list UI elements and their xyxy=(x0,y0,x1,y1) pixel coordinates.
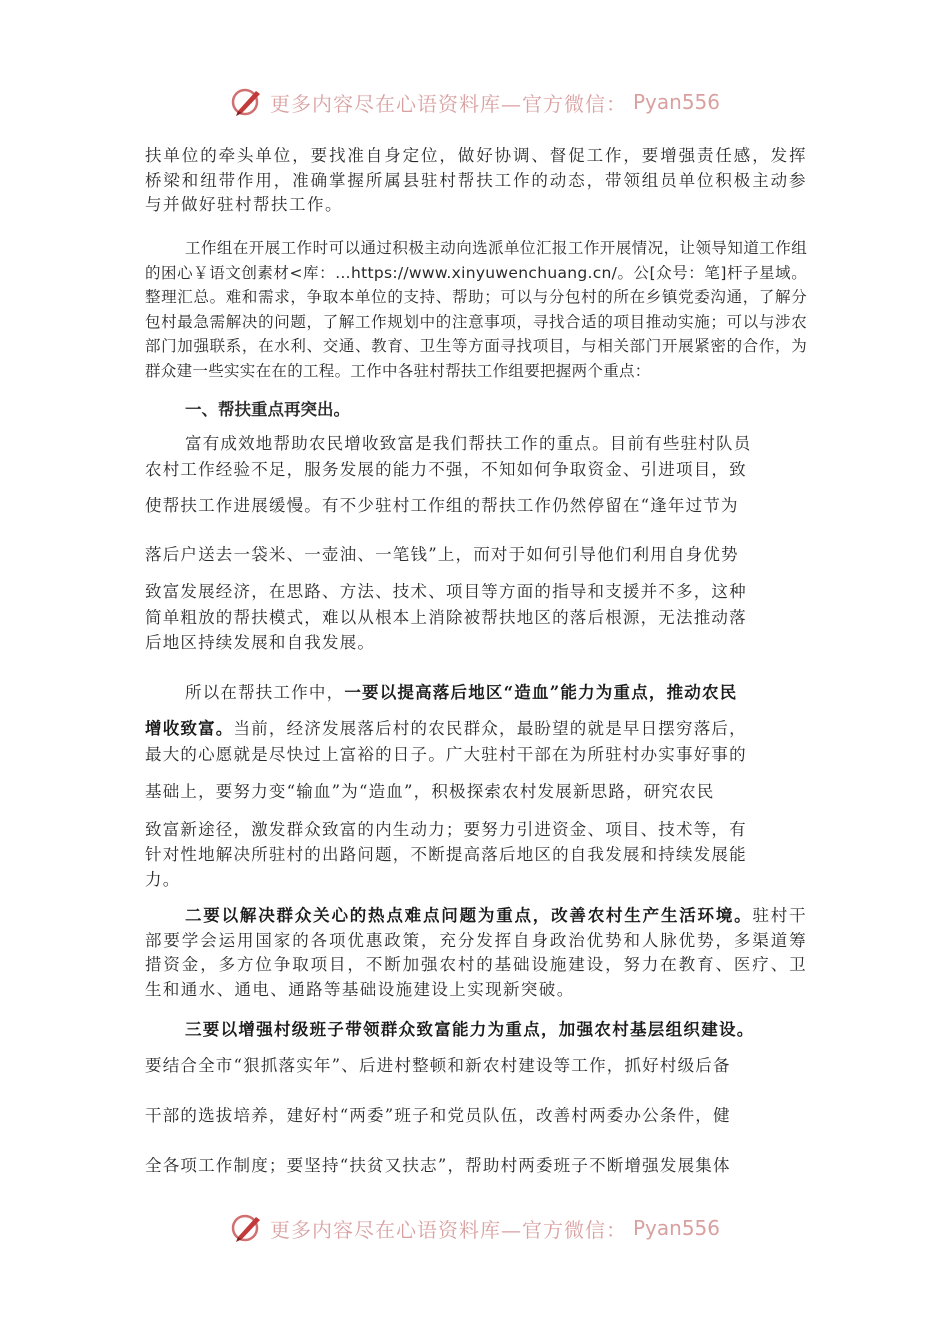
paragraph-4-text: 当前，经济发展落后村的农民群众，最盼望的就是早日摆穷落后， xyxy=(233,719,747,738)
paragraph-3-line: 农村工作经验不足，服务发展的能力不强，不知如何争取资金、引进项目，致 xyxy=(145,460,747,479)
paragraph-4-lead: 所以在帮扶工作中， xyxy=(185,683,345,702)
pen-logo-icon xyxy=(230,85,264,119)
paragraph-3-line: 落后户送去一袋米、一壶油、一笔钱”上，而对于如何引导他们利用自身优势 xyxy=(145,545,739,564)
header-banner xyxy=(0,84,950,120)
paragraph-6-bold: 三要以增强村级班子带领群众致富能力为重点，加强农村基层组织建设。 xyxy=(185,1020,755,1039)
paragraph-6-line: 干部的选拔培养，建好村“两委”班子和党员队伍，改善村两委办公条件，健 xyxy=(145,1106,731,1125)
paragraph-3-line: 富有成效地帮助农民增收致富是我们帮扶工作的重点。目前有些驻村队员 xyxy=(185,434,752,453)
paragraph-6-line: 要结合全市“狠抓落实年”、后进村整顿和新农村建设等工作，抓好村级后备 xyxy=(145,1056,731,1075)
paragraph-4-line xyxy=(185,679,807,703)
paragraph-5-bold: 二要以解决群众关心的热点难点问题为重点，改善农村生产生活环境。 xyxy=(185,906,753,925)
paragraph-3-line: 使帮扶工作进展缓慢。有不少驻村工作组的帮扶工作仍然停留在“逢年过节为 xyxy=(145,496,739,515)
paragraph-4-line: 致富新途径，激发群众致富的内生动力；要努力引进资金、项目、技术等，有 xyxy=(145,820,747,839)
paragraph-6-line: 全各项工作制度；要坚持“扶贫又扶志”，帮助村两委班子不断增强发展集体 xyxy=(145,1156,731,1175)
paragraph-4-line: 最大的心愿就是尽快过上富裕的日子。广大驻村干部在为所驻村办实事好事的 xyxy=(145,745,747,764)
paragraph-3-line: 简单粗放的帮扶模式，难以从根本上消除被帮扶地区的落后根源，无法推动落 xyxy=(145,608,747,627)
banner-text: 更多内容尽在心语资料库—官方微信： xyxy=(269,1217,627,1242)
paragraph-4-line: 力。 xyxy=(145,870,181,889)
paragraph-4-line xyxy=(145,715,807,739)
paragraph-4-line: 针对性地解决所驻村的出路问题，不断提高落后地区的自我发展和持续发展能 xyxy=(145,845,747,864)
paragraph-5 xyxy=(145,904,807,1002)
banner-wechat: Pyan556 xyxy=(632,1216,720,1240)
pen-logo-icon xyxy=(230,1211,264,1245)
section-heading: 一、帮扶重点再突出。 xyxy=(185,400,350,419)
paragraph-4-line: 基础上，要努力变“输血”为“造血”，积极探索农村发展新思路，研究农民 xyxy=(145,782,715,801)
footer-banner xyxy=(0,1210,950,1246)
paragraph-3-line: 后地区持续发展和自我发展。 xyxy=(145,633,376,652)
paragraph-4-bold: 一要以提高落后地区“造血”能力为重点，推动农民 xyxy=(344,683,738,702)
paragraph-2: 工作组在开展工作时可以通过积极主动向选派单位汇报工作开展情况，让领导知道工作组的困心￥语文创素材<库：…https://www.xinyuwenchuang.cn/。公[众号：笔]杆子星域。整理汇总。难和需求，争取本单位的支持、帮助；可以与分包村的所在乡镇党委沟通，了解分包村最急需解决的问题，了解工作规划中的注意事项，寻找合适的项目推动实施；可以与涉农部门加强联系，在水利、交通、教育、卫生等方面寻找项目，与相关部门开展紧密的合作，为群众建一些实实在在的工程。工作中各驻村帮扶工作组要把握两个重点： xyxy=(145,239,807,380)
paragraph-4-bold: 增收致富。 xyxy=(145,719,234,738)
paragraph-5-text: 驻村干部要学会运用国家的各项优惠政策，充分发挥自身政治优势和人脉优势，多渠道筹措资金，多方位争取项目，不断加强农村的基础设施建设，努力在教育、医疗、卫生和通水、通电、通路等基础设施建设上实现新突破。 xyxy=(145,906,807,999)
banner-text: 更多内容尽在心语资料库—官方微信： xyxy=(269,91,627,116)
banner-wechat: Pyan556 xyxy=(632,90,720,114)
paragraph-1: 扶单位的牵头单位，要找准自身定位，做好协调、督促工作，要增强责任感，发挥桥梁和纽带作用，准确掌握所属县驻村帮扶工作的动态，带领组员单位积极主动参与并做好驻村帮扶工作。 xyxy=(145,146,807,214)
paragraph-3-line: 致富发展经济，在思路、方法、技术、项目等方面的指导和支援并不多，这种 xyxy=(145,582,747,601)
